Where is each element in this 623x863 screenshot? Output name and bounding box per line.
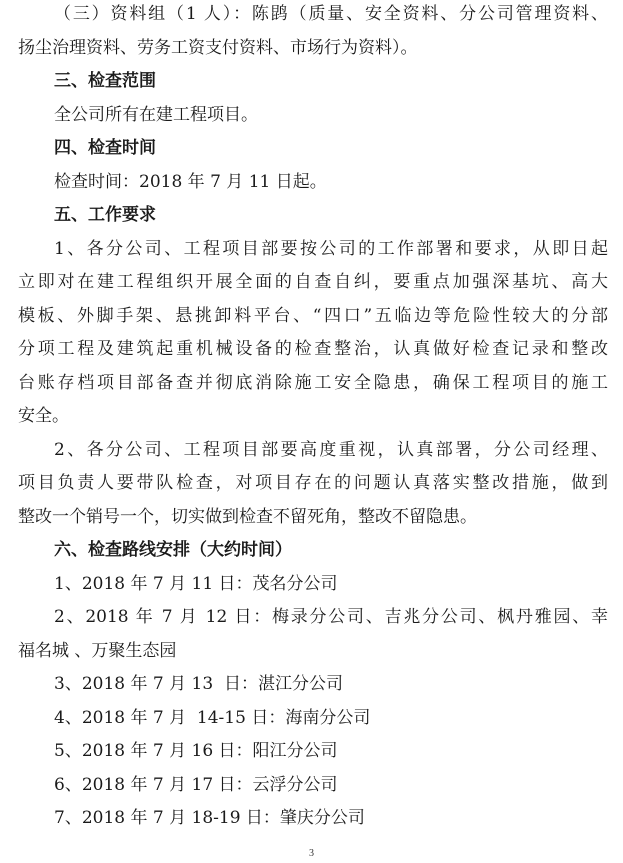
section-heading-scope: 三、检查范围 [54,71,156,91]
route-item-4: 4、2018 年 7 月 14-15 日：海南分公司 [54,707,371,728]
section-heading-requirements: 五、工作要求 [54,205,156,225]
text-line-4: 全公司所有在建工程项目。 [54,104,258,125]
text-line-15: 项目负责人要带队检查，对项目存在的问题认真落实整改措施，做到 [18,473,608,493]
route-item-7: 7、2018 年 7 月 18-19 日：肇庆分公司 [54,808,365,828]
document-page [18,0,608,836]
route-item-2: 2、2018 年 7 月 12 日：梅录分公司、吉兆分公司、枫丹雅园、幸 [54,607,608,627]
section-heading-route: 六、检查路线安排（大约时间） [54,540,292,560]
text-line-14: 2、各分公司、工程项目部要高度重视，认真部署，分公司经理、 [54,439,608,460]
text-line-10: 模板、外脚手架、悬挑卸料平台、“四口”五临边等危险性较大的分部 [18,305,608,326]
route-item-3: 3、2018 年 7 月 13 日：湛江分公司 [54,674,343,694]
text-line-9: 立即对在建工程组织开展全面的自查自纠，要重点加强深基坑、高大 [18,272,608,292]
text-line-8: 1、各分公司、工程项目部要按公司的工作部署和要求，从即日起 [54,238,608,259]
section-heading-time: 四、检查时间 [54,138,156,158]
text-line-12: 台账存档项目部备查并彻底消除施工安全隐患，确保工程项目的施工 [18,372,608,393]
route-item-1: 1、2018 年 7 月 11 日：茂名分公司 [54,573,338,594]
route-item-2-cont: 福名城 、万聚生态园 [18,640,177,661]
route-item-5: 5、2018 年 7 月 16 日：阳江分公司 [54,741,338,761]
text-line-2: 扬尘治理资料、劳务工资支付资料、市场行为资料）。 [18,37,418,58]
text-line-1: （三）资料组（1 人）：陈鹍（质量、安全资料、分公司管理资料、 [54,4,608,24]
text-line-11: 分项工程及建筑起重机械设备的检查整治，认真做好检查记录和整改 [18,339,608,359]
text-line-6: 检查时间：2018 年 7 月 11 日起。 [54,171,327,192]
page-number: 3 [309,848,314,859]
text-line-13: 安全。 [18,406,69,426]
text-line-16: 整改一个销号一个，切实做到检查不留死角，整改不留隐患。 [18,506,477,527]
route-item-6: 6、2018 年 7 月 17 日：云浮分公司 [54,774,338,795]
